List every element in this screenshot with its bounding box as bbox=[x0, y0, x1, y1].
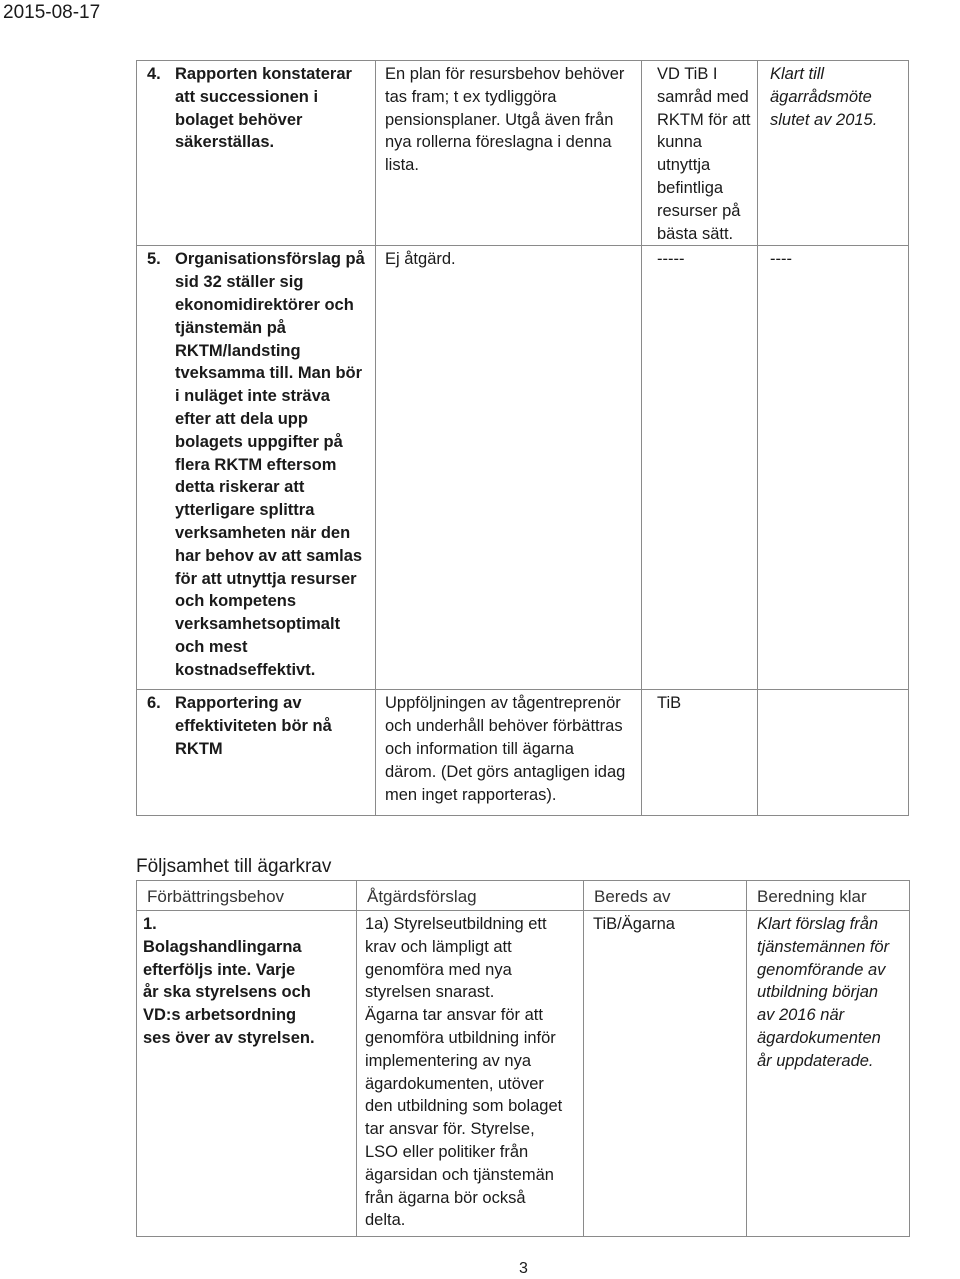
table-row bbox=[137, 61, 909, 246]
done-text bbox=[758, 690, 908, 692]
page-number: 3 bbox=[519, 1260, 528, 1277]
column-header-action: Åtgärdsförslag bbox=[367, 887, 477, 906]
issue-text: Bolagshandlingarna efterföljs inte. Varje år ska styrelsens och VD:s arbetsordning ses över av styrelsen. bbox=[143, 937, 315, 1047]
table-row bbox=[137, 911, 910, 1237]
action-text: Ej åtgärd. bbox=[385, 250, 456, 269]
responsible-text: TiB/Ägarna bbox=[593, 915, 675, 933]
document-date: 2015-08-17 bbox=[3, 2, 101, 23]
done-text: ---- bbox=[770, 250, 792, 269]
table-row bbox=[137, 246, 909, 690]
row-number: 5. bbox=[147, 250, 161, 269]
done-text: Klart förslag från tjänstemännen för genomförande av utbildning början av 2016 när ägardokumenten år uppdaterade. bbox=[757, 915, 890, 1070]
column-header-prepared-by: Bereds av bbox=[594, 887, 671, 906]
action-text: 1a) Styrelseutbildning ett krav och lämpligt att genomföra med nya styrelsen snarast. Ägarna tar ansvar för att genomföra utbildning inför implementering av nya ägardokumenten, utöver den utbildning som bolaget tar ansvar för. Styrelse, LSO eller politiker från ägarsidan och tjänstemän från ägarna bör också delta. bbox=[365, 915, 563, 1230]
issue-text: Rapporten konstaterar att successionen i bolaget behöver säkerställas. bbox=[175, 65, 352, 152]
row-number: 1. bbox=[143, 915, 157, 933]
column-header-completion: Beredning klar bbox=[757, 887, 867, 906]
action-table-1 bbox=[136, 60, 909, 816]
table-header-row bbox=[137, 881, 910, 911]
action-text: Uppföljningen av tågentreprenör och underhåll behöver förbättras och information till ägarna därom. (Det görs antagligen idag men inget rapporteras). bbox=[385, 694, 626, 804]
row-number: 4. bbox=[147, 65, 161, 83]
responsible-text: TiB bbox=[657, 694, 682, 713]
section-title: Följsamhet till ägarkrav bbox=[136, 856, 332, 877]
done-text: Klart till ägarrådsmöte slutet av 2015. bbox=[770, 65, 878, 129]
action-table-2 bbox=[136, 880, 910, 1237]
action-text: En plan för resursbehov behöver tas fram; t ex tydliggöra pensionsplaner. Utgå även från nya rollerna föreslagna i denna lista. bbox=[385, 65, 625, 175]
responsible-text: ----- bbox=[657, 250, 685, 269]
responsible-text: VD TiB I samråd med RKTM för att kunna utnyttja befintliga resurser på bästa sätt. bbox=[657, 65, 751, 243]
row-number: 6. bbox=[147, 694, 161, 713]
issue-text: Organisationsförslag på sid 32 ställer sig ekonomidirektörer och tjänstemän på RKTM/landsting tveksamma till. Man bör i nuläget inte sträva efter att dela upp bolagets uppgifter på flera RKTM eftersom detta riskerar att ytterligare splittra verksamheten när den har behov av att samlas för att utnyttja resurser och kompetens verksamhetsoptimalt och mest kostnadseffektivt. bbox=[175, 250, 365, 679]
table-row bbox=[137, 690, 909, 816]
column-header-improvement: Förbättringsbehov bbox=[147, 887, 285, 906]
issue-text: Rapportering av effektiviteten bör nå RKTM bbox=[175, 694, 332, 758]
